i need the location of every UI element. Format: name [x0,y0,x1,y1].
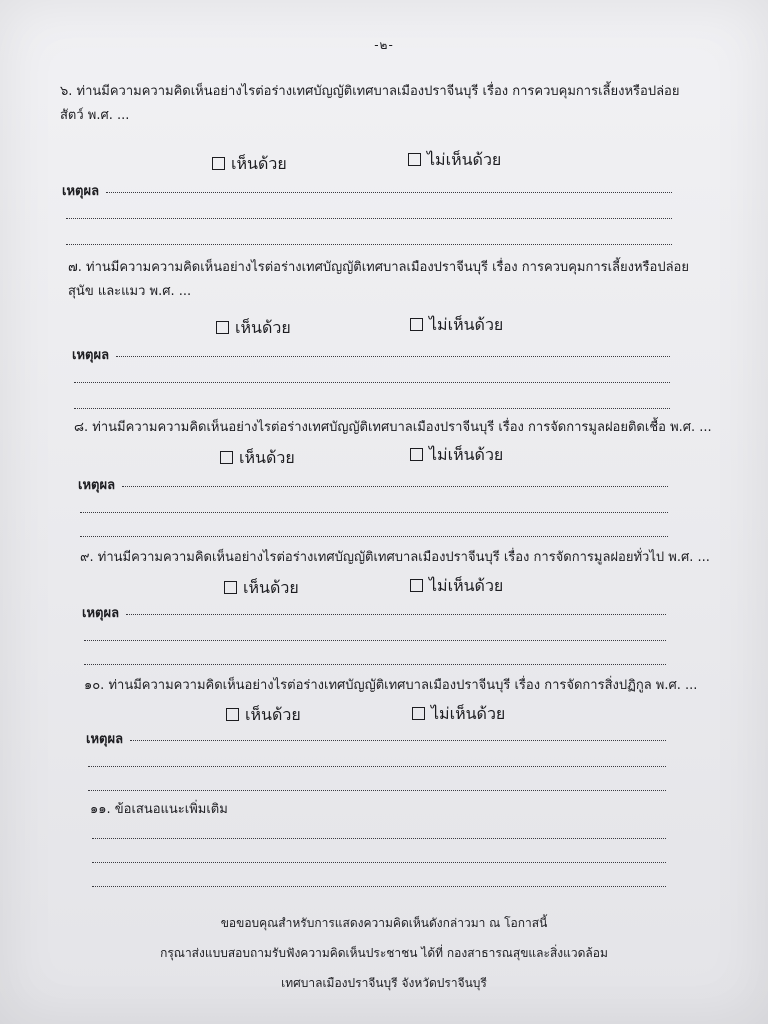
reason-line-7c[interactable] [74,408,670,409]
reason-line-8b[interactable] [80,512,668,513]
question-6 [60,82,730,126]
question-8 [74,418,734,438]
reason-line-9c[interactable] [84,664,666,665]
checkbox-icon[interactable] [410,579,423,592]
question-9 [80,548,730,568]
additional-suggestions [90,800,690,820]
checkbox-icon[interactable] [410,318,423,331]
reason-line-6b[interactable] [66,218,672,219]
reason-label-8: เหตุผล [78,478,116,493]
checkbox-icon[interactable] [216,321,229,334]
suggestion-line-b[interactable] [92,862,666,863]
reason-line-6a[interactable] [106,192,672,193]
reason-line-9a[interactable] [126,614,666,615]
question-10 [84,676,734,696]
disagree-option-10[interactable]: ไม่เห็นด้วย [412,702,505,727]
additional-suggestions-label: ๑๑. ข้อเสนอแนะเพิ่มเติม [90,802,228,817]
reason-label-6: เหตุผล [62,184,100,199]
reason-label-7: เหตุผล [72,348,110,363]
footer-office: เทศบาลเมืองปราจีนบุรี จังหวัดปราจีนบุรี [281,976,487,990]
checkbox-icon[interactable] [220,451,233,464]
disagree-option-8[interactable]: ไม่เห็นด้วย [410,443,503,468]
agree-option-8[interactable]: เห็นด้วย [220,446,295,471]
reason-line-9b[interactable] [84,640,666,641]
question-8-text: ๘. ท่านมีความความคิดเห็นอย่างไรต่อร่างเทศบัญญัติเทศบาลเมืองปราจีนบุรี เรื่อง การจัดการมูลฝอยติดเชื้อ พ.ศ. ... [74,420,712,435]
agree-option-7[interactable]: เห็นด้วย [216,316,291,341]
question-7 [68,258,728,302]
question-6-text: ๖. ท่านมีความความคิดเห็นอย่างไรต่อร่างเทศบัญญัติเทศบาลเมืองปราจีนบุรี เรื่อง การควบคุมการเลี้ยงหรือปล่อย [60,84,680,99]
reason-line-6c[interactable] [66,244,672,245]
checkbox-icon[interactable] [408,153,421,166]
reason-line-7a[interactable] [116,356,670,357]
disagree-option-7[interactable]: ไม่เห็นด้วย [410,313,503,338]
agree-option-10[interactable]: เห็นด้วย [226,703,301,728]
disagree-option-6[interactable]: ไม่เห็นด้วย [408,148,501,173]
reason-line-7b[interactable] [74,382,670,383]
footer-instructions: กรุณาส่งแบบสอบถามรับฟังความคิดเห็นประชาชน ได้ที่ กองสาธารณสุขและสิ่งแวดล้อม [160,946,608,960]
question-7-continuation: สุนัข และแมว พ.ศ. ... [68,284,192,299]
suggestion-line-c[interactable] [92,886,666,887]
question-7-text: ๗. ท่านมีความความคิดเห็นอย่างไรต่อร่างเทศบัญญัติเทศบาลเมืองปราจีนบุรี เรื่อง การควบคุมการเลี้ยงหรือปล่อย [68,260,689,275]
suggestion-line-a[interactable] [92,838,666,839]
reason-line-10c[interactable] [88,790,666,791]
reason-label-9: เหตุผล [82,606,120,621]
checkbox-icon[interactable] [212,157,225,170]
agree-option-9[interactable]: เห็นด้วย [224,576,299,601]
checkbox-icon[interactable] [226,708,239,721]
footer-thanks: ขอขอบคุณสำหรับการแสดงความคิดเห็นดังกล่าวมา ณ โอกาสนี้ [220,916,548,930]
question-10-text: ๑๐. ท่านมีความความคิดเห็นอย่างไรต่อร่างเทศบัญญัติเทศบาลเมืองปราจีนบุรี เรื่อง การจัดการสิ่งปฏิกูล พ.ศ. ... [84,678,698,693]
checkbox-icon[interactable] [224,581,237,594]
page-number: -๒- [374,38,394,52]
reason-line-8c[interactable] [80,536,668,537]
agree-option-6[interactable]: เห็นด้วย [212,152,287,177]
reason-line-10b[interactable] [88,766,666,767]
checkbox-icon[interactable] [412,707,425,720]
checkbox-icon[interactable] [410,448,423,461]
reason-line-10a[interactable] [130,740,666,741]
question-6-continuation: สัตว์ พ.ศ. ... [60,108,130,123]
reason-line-8a[interactable] [122,486,668,487]
reason-label-10: เหตุผล [86,732,124,747]
question-9-text: ๙. ท่านมีความความคิดเห็นอย่างไรต่อร่างเทศบัญญัติเทศบาลเมืองปราจีนบุรี เรื่อง การจัดการมูลฝอยทั่วไป พ.ศ. ... [80,550,710,565]
disagree-option-9[interactable]: ไม่เห็นด้วย [410,574,503,599]
